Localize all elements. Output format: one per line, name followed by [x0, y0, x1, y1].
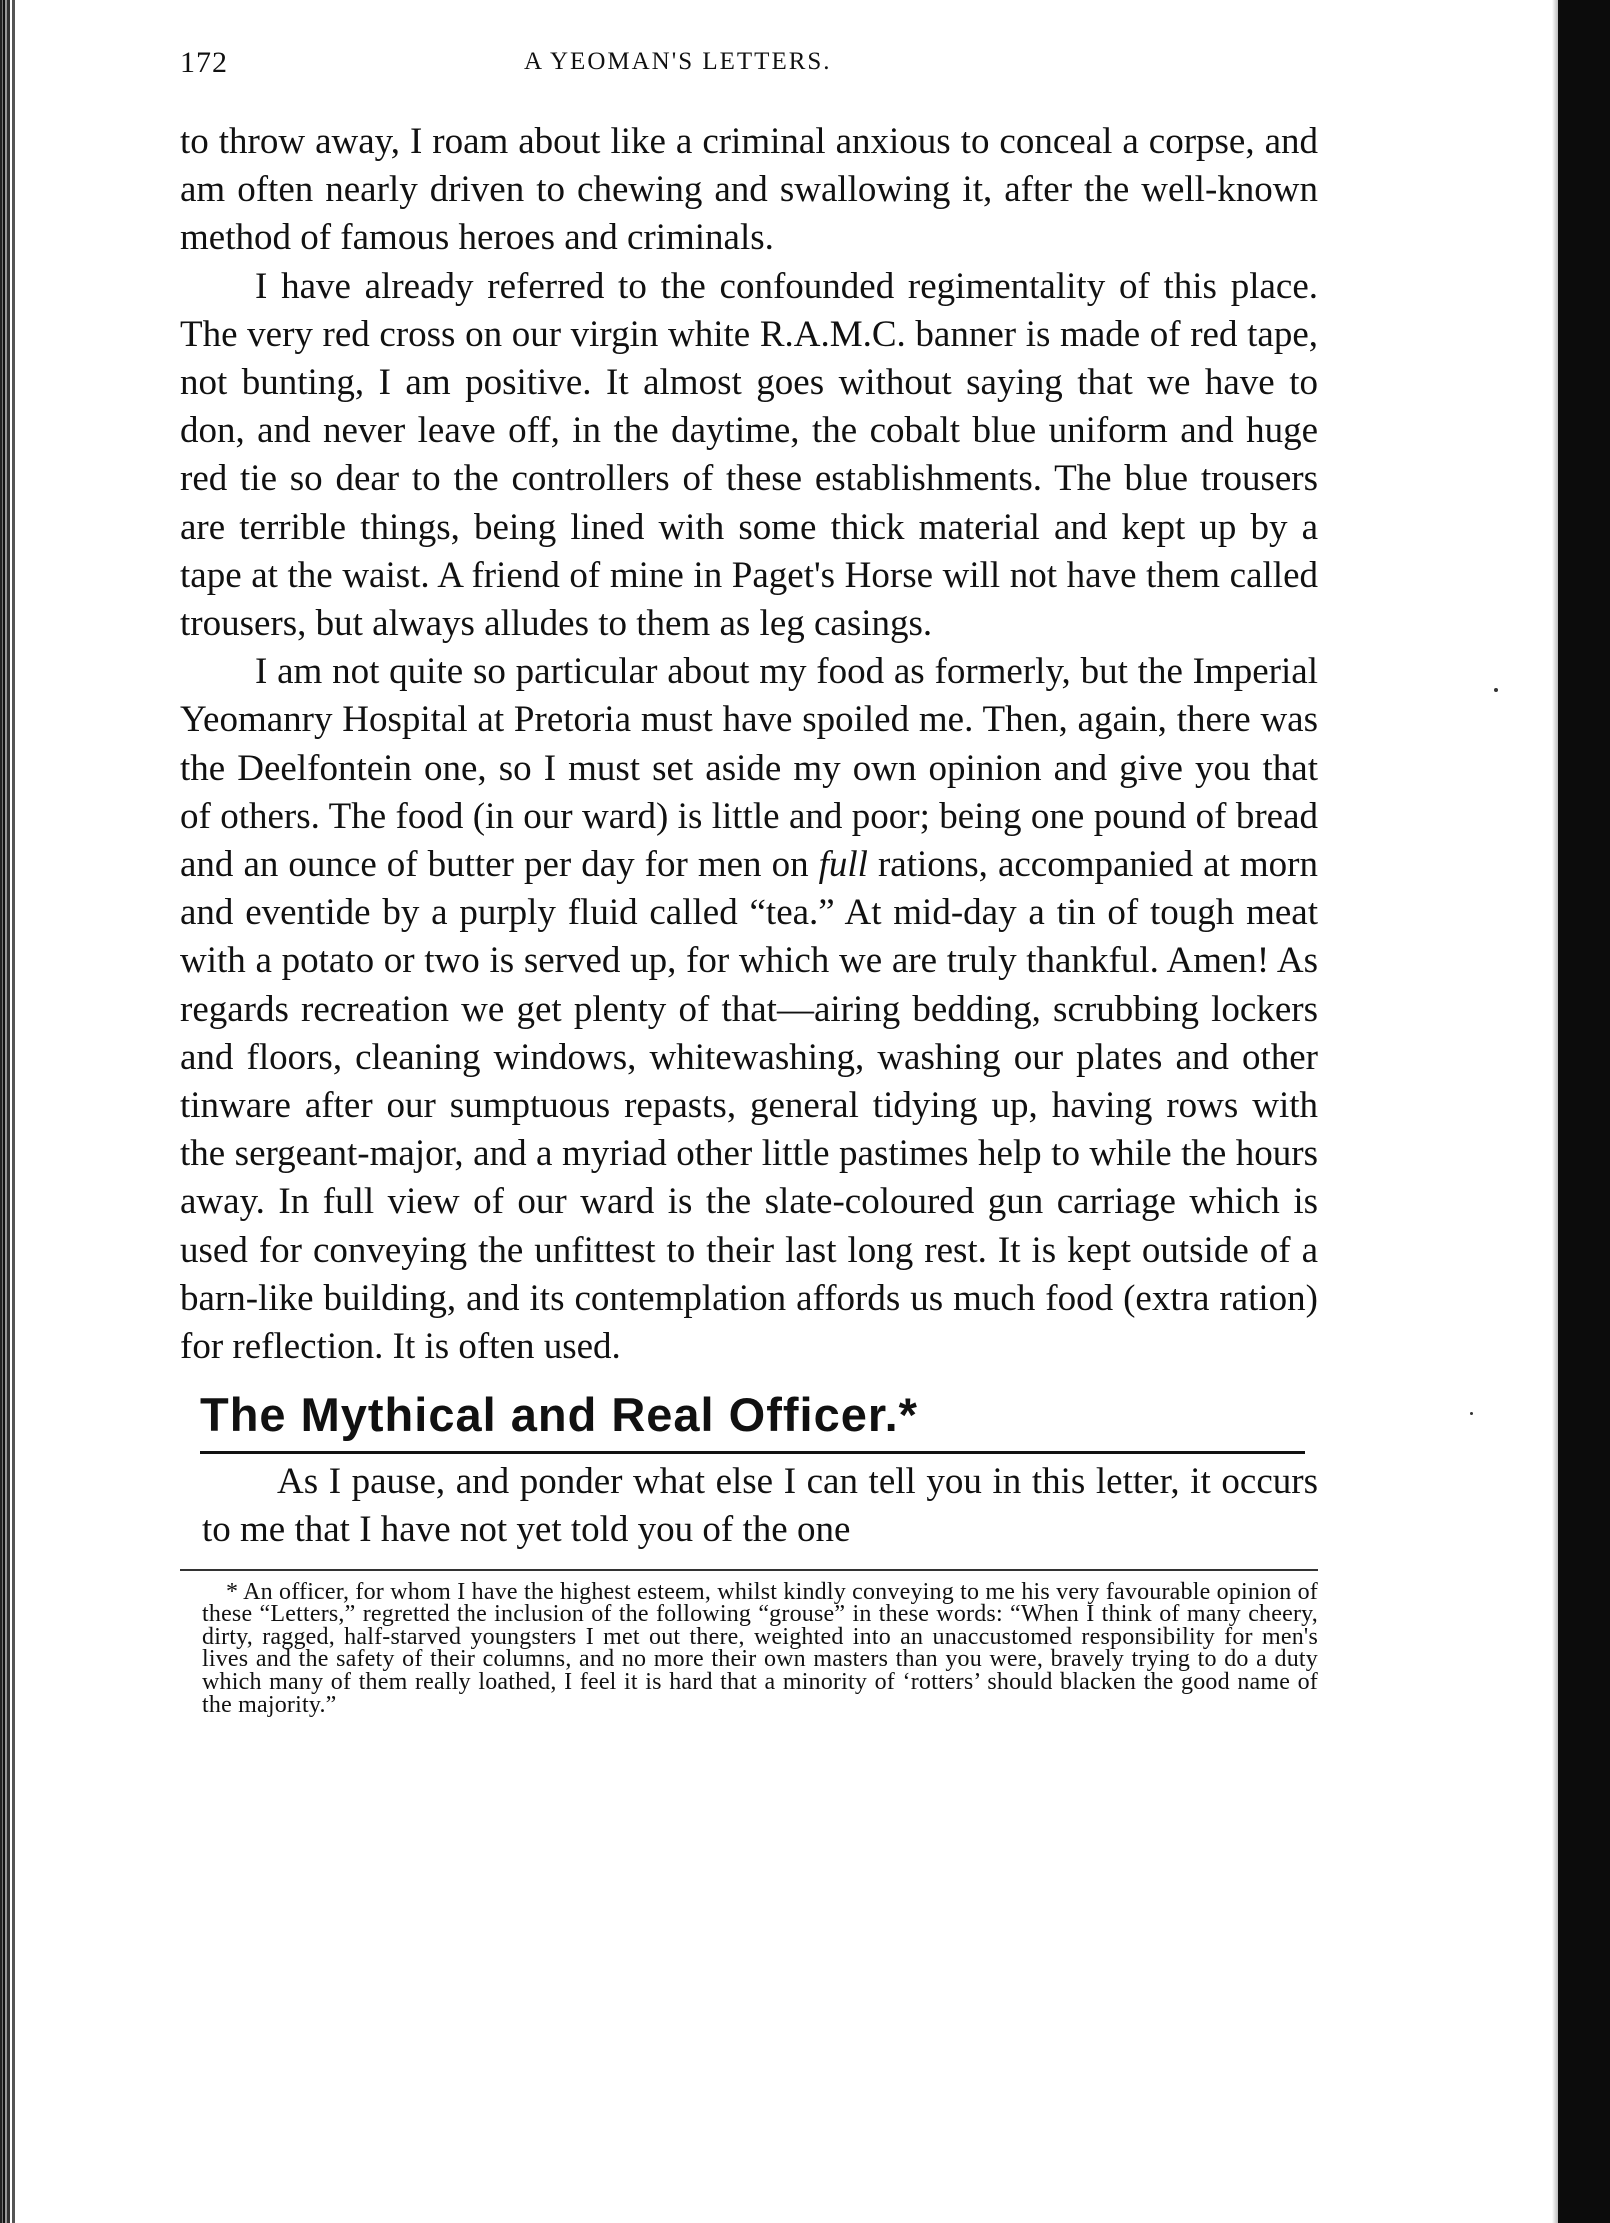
page-number: 172: [180, 46, 228, 79]
scan-edge-right: [1558, 0, 1610, 2223]
paragraph: to throw away, I roam about like a criminal anxious to conceal a corpse, and am often nearly driven to chewing and swallowing it, after the well-known method of famous heroes and criminals.: [180, 121, 1318, 259]
paragraph: [180, 648, 1318, 1371]
scan-speck: [1494, 688, 1498, 692]
scan-edge-left: [0, 0, 10, 2223]
section-heading: The Mythical and Real Officer.*: [200, 1388, 918, 1442]
heading-underline: [200, 1451, 1305, 1454]
footnote: * An officer, for whom I have the highest esteem, whilst kindly conveying to me his very favourable opinion of these “Letters,” regretted the inclusion of the following “grouse” in these words: “When I think of many cheery, dirty, ragged, half-starved youngsters I met out there, weighted into an unaccustomed responsibility for men's lives and the safety of their columns, and no more their own masters than you were, bravely trying to do a duty which many of them really loathed, I feel it is hard that a minority of ‘rotters’ should blacken the good name of the majority.”: [202, 1578, 1318, 1718]
scan-edge-left-line: [12, 0, 15, 2223]
paragraph: As I pause, and ponder what else I can tell you in this letter, it occurs to me that I have not yet told you of the one: [202, 1461, 1318, 1551]
paragraph-text: rations, accompanied at morn and eventide by a purply fluid called “tea.” At mid-day a tin of tough meat with a potato or two is served up, for which we are truly thankful. Amen! As regards recreation we get plenty of that—airing bedding, scrubbing lockers and floors, cleaning windows, whitewashing, washing our plates and other tinware after our sumptuous repasts, general tidying up, having rows with the sergeant-major, and a myriad other little pastimes help to while the hours away. In full view of our ward is the slate-coloured gun carriage which is used for conveying the unfittest to their last long rest. It is kept outside of a barn-like building, and its contemplation affords us much food (extra ration) for reflection. It is often used.: [180, 844, 1318, 1368]
scan-speck: [1470, 1412, 1473, 1415]
running-title: A YEOMAN'S LETTERS.: [524, 48, 832, 75]
footnote-divider: [180, 1569, 1318, 1571]
running-head: [180, 46, 1360, 86]
italic-word: full: [818, 844, 868, 886]
paragraph-text: I am not quite so particular about my food as formerly, but the Imperial Yeomanry Hospital at Pretoria must have spoiled me. Then, again, there was the Deelfontein one, so I must set aside my own opinion and give you that of others. The food (in our ward) is little and poor; being one pound of bread and an ounce of butter per day for men on: [180, 651, 1318, 886]
main-text: [180, 118, 1318, 1716]
paragraph: I have already referred to the confounded regimentality of this place. The very red cross on our virgin white R.A.M.C. banner is made of red tape, not bunting, I am positive. It almost goes without saying that we have to don, and never leave off, in the daytime, the cobalt blue uniform and huge red tie so dear to the controllers of these establishments. The blue trousers are terrible things, being lined with some thick material and kept up by a tape at the waist. A friend of mine in Paget's Horse will not have them called trousers, but always alludes to them as leg casings.: [180, 265, 1318, 645]
